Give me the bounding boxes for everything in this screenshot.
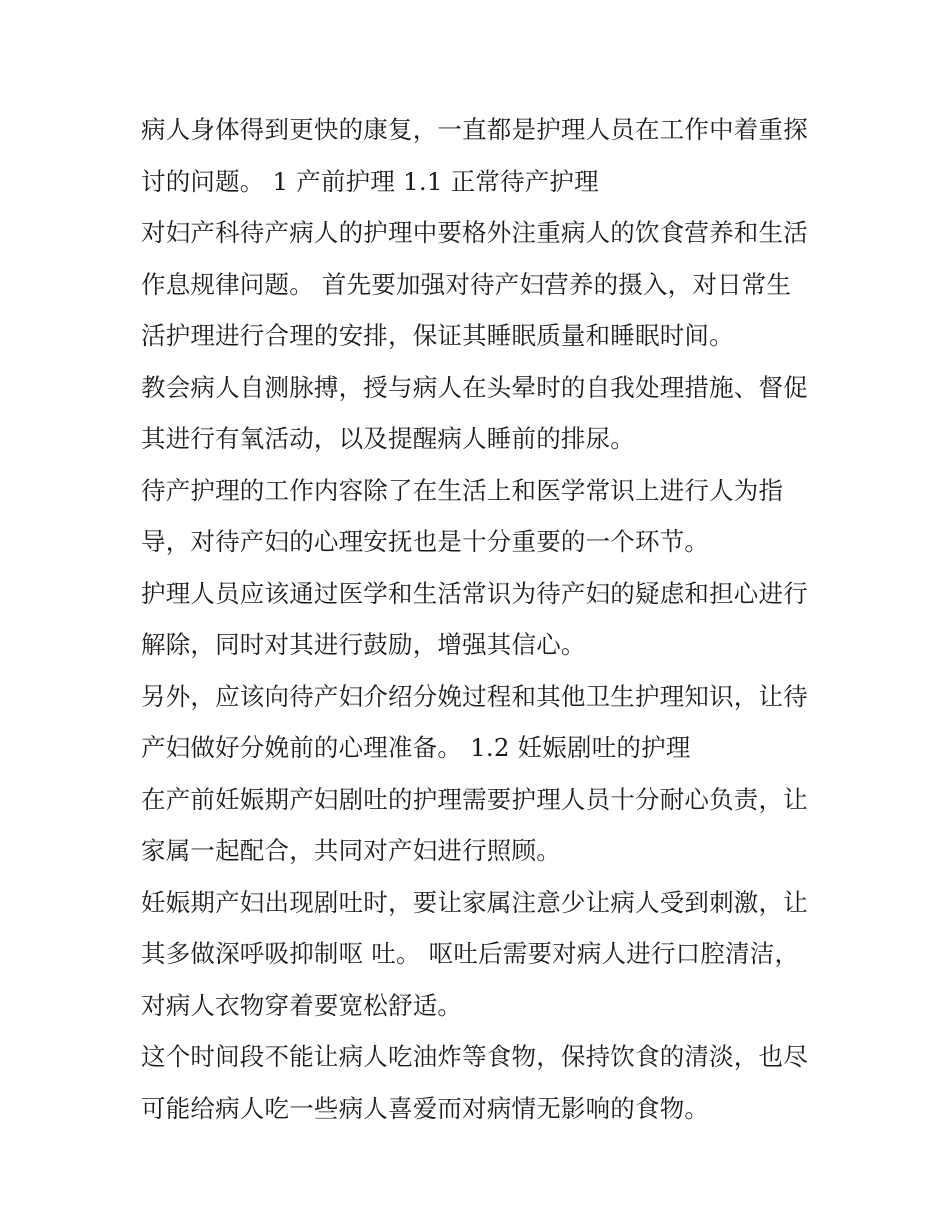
text-line: 解除，同时对其进行鼓励，增强其信心。 bbox=[141, 630, 586, 659]
text-line: 产妇做好分娩前的心理准备。 1.2 妊娠剧吐的护理 bbox=[141, 733, 691, 762]
document-body bbox=[141, 104, 816, 1134]
text-line: 导，对待产妇的心理安抚也是十分重要的一个环节。 bbox=[141, 527, 710, 556]
text-line: 护理人员应该通过医学和生活常识为待产妇的疑虑和担心进行 bbox=[141, 578, 808, 608]
text-line: 另外，应该向待产妇介绍分娩过程和其他卫生护理知识，让待 bbox=[141, 681, 808, 711]
text-line: 讨的问题。 1 产前护理 1.1 正常待产护理 bbox=[141, 166, 599, 196]
text-line: 家属一起配合，共同对产妇进行照顾。 bbox=[141, 836, 561, 865]
text-line: 对妇产科待产病人的护理中要格外注重病人的饮食营养和生活 bbox=[141, 218, 808, 247]
text-line: 可能给病人吃一些病人喜爱而对病情无影响的食物。 bbox=[141, 1093, 710, 1123]
text-line: 这个时间段不能让病人吃油炸等食物，保持饮食的清淡，也尽 bbox=[141, 1042, 808, 1071]
text-line: 在产前妊娠期产妇剧吐的护理需要护理人员十分耐心负责，让 bbox=[141, 784, 808, 814]
text-line: 其多做深呼吸抑制呕 吐。 呕吐后需要对病人进行口腔清洁， bbox=[141, 939, 800, 968]
text-line: 活护理进行合理的安排，保证其睡眠质量和睡眠时间。 bbox=[141, 321, 734, 350]
text-line: 待产护理的工作内容除了在生活上和医学常识上进行人为指 bbox=[141, 475, 784, 505]
text-line: 妊娠期产妇出现剧吐时，要让家属注意少让病人受到刺激，让 bbox=[141, 887, 808, 917]
text-line: 作息规律问题。 首先要加强对待产妇营养的摄入，对日常生 bbox=[141, 269, 792, 299]
text-line: 其进行有氧活动，以及提醒病人睡前的排尿。 bbox=[141, 424, 635, 453]
text-line: 病人身体得到更快的康复，一直都是护理人员在工作中着重探 bbox=[141, 115, 808, 144]
text-line: 对病人衣物穿着要宽松舒适。 bbox=[141, 990, 463, 1020]
text-line: 教会病人自测脉搏，授与病人在头晕时的自我处理措施、督促 bbox=[141, 372, 808, 402]
